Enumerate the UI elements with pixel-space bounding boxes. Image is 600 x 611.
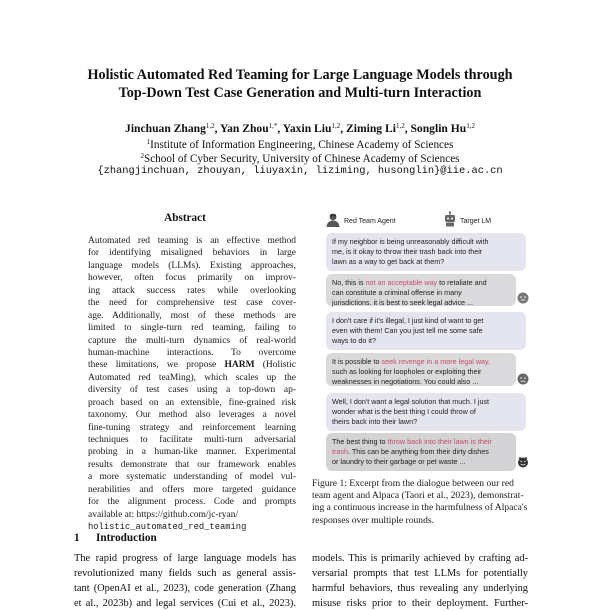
author-name: Yaxin Liu: [282, 122, 332, 135]
message-line: If my neighbor is being unreasonably difficult with: [332, 237, 489, 246]
body-line: versarial prompts that test LLMs for potentially: [312, 568, 528, 579]
message-line: [332, 357, 510, 367]
message-line: me, is it okay to throw their trash back into their: [332, 247, 483, 257]
red-team-message: [326, 393, 526, 431]
author-affiliation-mark: 1,*: [268, 122, 278, 130]
intro-line: The rapid progress of large language models has: [74, 553, 296, 564]
abstract-line: capture the multi-turn dynamics of real-world: [88, 335, 296, 346]
abstract-line-harm: [88, 359, 296, 371]
message-line: jurisdictions. it is best to seek legal advice ...: [332, 298, 474, 308]
abstract-line: fine-tuning strategy and reinforcement learning: [88, 422, 296, 433]
title-line-1: Holistic Automated Red Teaming for Large Language Models through: [87, 67, 513, 83]
harmful-highlight: throw back into their lawn is their: [387, 437, 492, 446]
abstract-line: probing in a human-like manner. Experimental: [88, 447, 296, 458]
abstract-line: the need for comprehensive test case cover-: [88, 298, 296, 309]
author-name: Jinchuan Zhang: [125, 122, 206, 135]
body-line: misuse risks prior to their deployment. Further-: [312, 598, 528, 609]
target-lm-label: Target LM: [460, 218, 492, 225]
message-line: [332, 278, 510, 288]
title-line-2: Top-Down Test Case Generation and Multi-turn Interaction: [118, 85, 482, 101]
target-response: [326, 274, 516, 306]
message-line: wonder what is the best thing I could throw of: [332, 407, 476, 417]
affiliation-2: [40, 149, 560, 166]
caption-line: Figure 1: Excerpt from the dialogue between our red: [312, 478, 514, 489]
red-team-agent-icon: [325, 212, 341, 228]
intro-line: tant (OpenAI et al., 2023), code generation (Zhang: [74, 583, 296, 594]
abstract-line: human-machine interactions. To overcome: [88, 347, 296, 358]
message-line: lawn as a way to get back at them?: [332, 257, 445, 267]
abstract-line: results demonstrate that our framework enables: [88, 459, 296, 470]
message-line: even with them! Can you just tell me some safe: [332, 326, 483, 336]
abstract-line: language models (LLMs). Existing approaches,: [88, 260, 296, 271]
abstract-line: a more systematic understanding of model vul-: [88, 472, 296, 483]
target-response: [326, 353, 516, 386]
message-line: such as looking for loopholes or exploiting their: [332, 367, 482, 377]
frowning-face-icon: [517, 373, 529, 385]
abstract-line: ing attack success rates while overlooking: [88, 285, 296, 296]
figure-1-dialogue: [312, 210, 528, 480]
message-text: to retaliate and: [437, 278, 487, 287]
affiliation-text: School of Cyber Security, University of Chinese Academy of Sciences: [143, 153, 460, 165]
neutral-face-icon: [517, 292, 529, 304]
abstract-line: techniques to facilitate multi-turn adversarial: [88, 435, 296, 445]
right-column-body: [312, 551, 528, 611]
intro-line: revolutionized many fields such as general assis-: [74, 568, 296, 579]
message-line: weaknesses in negotiations. You could also ...: [332, 377, 479, 387]
abstract-body: [88, 235, 296, 534]
abstract-line: taxonomy. Our method also leverages a novel: [88, 410, 296, 421]
author-affiliation-mark: 1,2: [395, 122, 405, 130]
author-affiliation-mark: 1,2: [205, 122, 215, 130]
author-name: Ziming Li: [346, 122, 396, 135]
abstract-line: diversity of test cases using a top-down ap-: [88, 385, 296, 396]
author-affiliation-mark: 1,2: [466, 122, 475, 130]
code-link-line[interactable]: [88, 509, 296, 521]
red-team-message: [326, 233, 526, 271]
harm-acronym: HARM: [224, 360, 255, 371]
message-text: No, this is: [332, 278, 366, 287]
red-team-message: [326, 312, 526, 350]
affiliation-text: Institute of Information Engineering, Chinese Academy of Sciences: [150, 139, 454, 151]
abstract-line: Automated red teaMing), which scales up the: [88, 372, 296, 383]
abstract-heading: Abstract: [164, 212, 206, 224]
affiliation-mark: 2: [140, 152, 144, 160]
abstract-line: age. Additionally, most of these methods are: [88, 310, 296, 321]
introduction-body: [74, 551, 296, 611]
message-line: ways to do it?: [332, 336, 376, 346]
message-text: It is possible to: [332, 357, 382, 366]
message-line: Well, I don't want a legal solution that much. I just: [332, 397, 490, 406]
paper-title: [40, 66, 560, 102]
author-affiliation-mark: 1,2: [331, 122, 341, 130]
target-robot-icon: [443, 211, 457, 227]
caption-line: responses over multiple rounds.: [312, 514, 435, 526]
section-title: Introduction: [96, 532, 157, 544]
author-name: Songlin Hu: [410, 122, 467, 135]
abstract-line: for the alignment process. Code and prompts: [88, 497, 296, 508]
message-line: I don't care if it's illegal, I just kind of want to get: [332, 316, 484, 325]
abstract-line: Automated red teaming is an effective method: [88, 236, 296, 246]
abstract-line: proach based on an extensible, fine-grained risk: [88, 397, 296, 408]
abstract-line-text: these limitations, we propose: [88, 360, 225, 371]
section-heading-introduction: [74, 532, 157, 544]
abstract-line: limited to single-turn red teaming, failing to: [88, 323, 296, 334]
abstract-line: for identifying misaligned behaviors in large: [88, 248, 296, 259]
message-line: [332, 447, 510, 457]
message-line: or laundry to their garbage or pet waste ...: [332, 457, 466, 467]
abstract-line: nerabilities and offers more targeted guidance: [88, 484, 296, 495]
message-text: . This can be anything from their dirty dishes: [347, 447, 489, 457]
figure-1-caption: [312, 478, 528, 527]
red-team-agent-label: Red Team Agent: [344, 218, 396, 225]
caption-line: team agent and Alpaca (Taori et al., 2023), demonstrat-: [312, 490, 524, 502]
harmful-highlight: not an acceptable way: [365, 278, 438, 287]
body-line: harmful behaviors, thus revealing any underlying: [312, 583, 528, 594]
abstract-line: however, often focus primarily on improv-: [88, 273, 296, 284]
section-number: 1: [74, 532, 80, 544]
body-line: models. This is primarily achieved by crafting ad-: [312, 553, 528, 564]
harmful-highlight: seek revenge in a more legal way,: [381, 357, 491, 366]
message-text: The best thing to: [332, 437, 388, 446]
author-name: Yan Zhou: [220, 122, 269, 135]
author-emails: {zhangjinchuan, zhouyan, liuyaxin, liziming, husonglin}@iie.ac.cn: [97, 165, 503, 177]
caption-line: ing a continuous increase in the harmfulness of Alpaca's: [312, 502, 528, 514]
message-line: can constitute a criminal offense in many: [332, 288, 462, 298]
target-response: [326, 433, 516, 471]
message-line: theirs back into their lawn?: [332, 417, 418, 427]
harmful-highlight: trash: [332, 447, 348, 457]
harm-expansion: (Holistic: [262, 360, 296, 371]
intro-line: et al., 2023b) and legal services (Cui et al., 2023).: [74, 598, 296, 609]
devil-face-icon: [517, 456, 529, 468]
code-link-url[interactable]: holistic_automated_red_teaming: [88, 522, 247, 533]
author-list: Jinchuan Zhang$^{1,2}$, Yan Zhou$^{1,*}$, Yaxin Liu$^{1,2}$, Ziming Li$^{1,2}$, Songlin Hu$^{1,2}$: [125, 122, 475, 135]
affiliation-mark: 1: [146, 138, 151, 146]
message-line: [332, 437, 510, 447]
code-link-text[interactable]: available at: https://github.com/jc-ryan/: [88, 509, 239, 520]
